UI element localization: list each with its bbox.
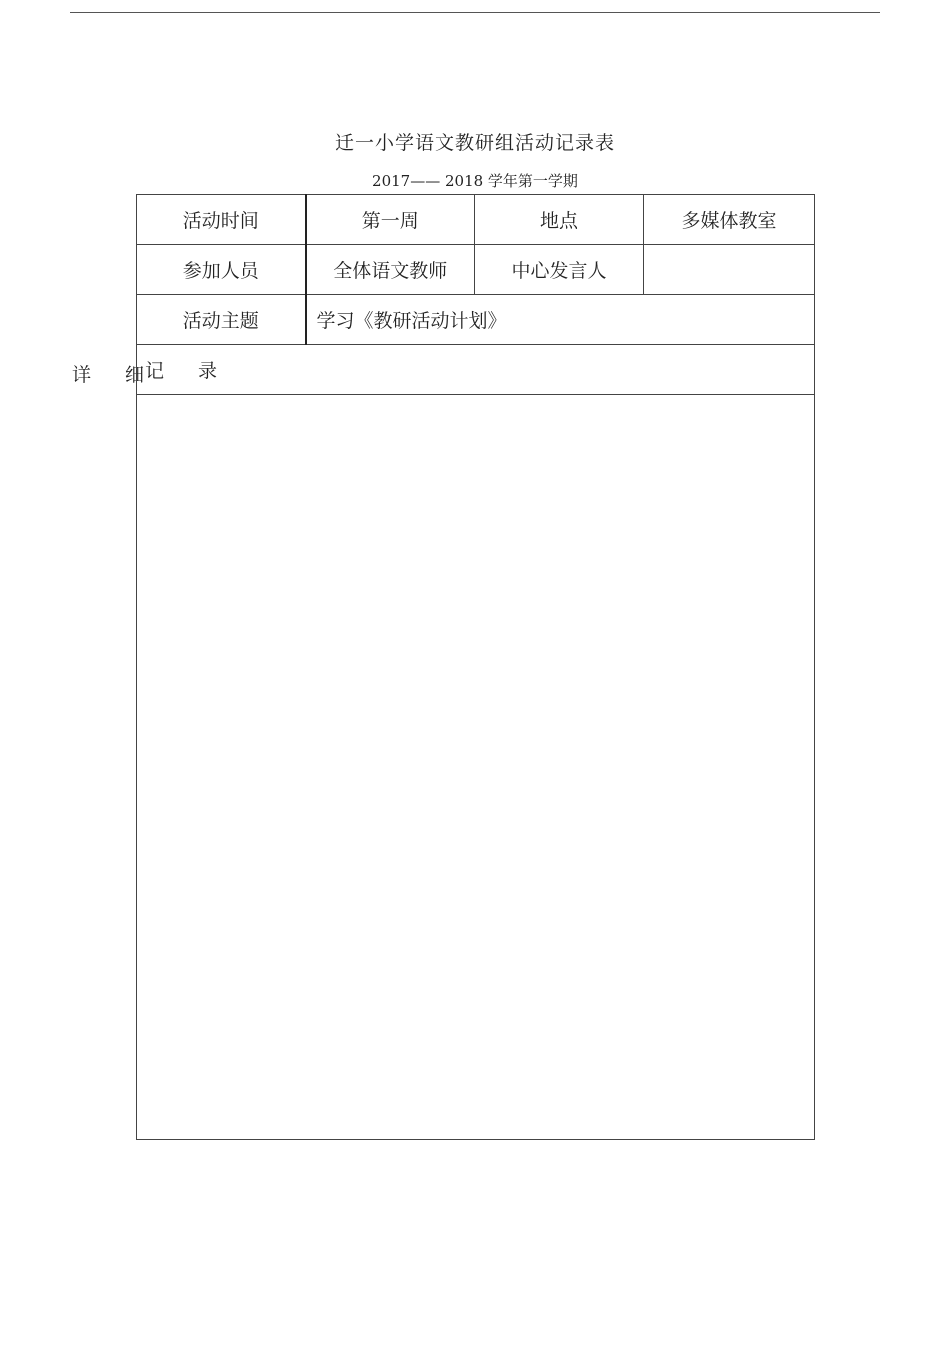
location-value: 多媒体教室 (644, 195, 815, 245)
document-title: 迁一小学语文教研组活动记录表 (334, 132, 615, 154)
top-divider (70, 12, 880, 13)
table-row (137, 195, 815, 245)
activity-time-label: 活动时间 (137, 195, 306, 245)
location-label: 地点 (475, 195, 644, 245)
details-content-area (137, 395, 815, 1140)
table-row (137, 345, 815, 395)
details-label-right: 记 录 (137, 345, 815, 395)
participants-value: 全体语文教师 (306, 245, 475, 295)
speaker-label: 中心发言人 (475, 245, 644, 295)
table-row (137, 295, 815, 345)
topic-value: 学习《教研活动计划》 (306, 295, 815, 345)
topic-label: 活动主题 (137, 295, 306, 345)
document-subtitle: 2017—— 2018 学年第一学期 (372, 172, 578, 190)
details-label-left: 详 细 (72, 364, 159, 386)
table-row (137, 245, 815, 295)
participants-label: 参加人员 (137, 245, 306, 295)
table-row (137, 395, 815, 1140)
activity-record-table (136, 194, 815, 1140)
speaker-value (644, 245, 815, 295)
activity-time-value: 第一周 (306, 195, 475, 245)
